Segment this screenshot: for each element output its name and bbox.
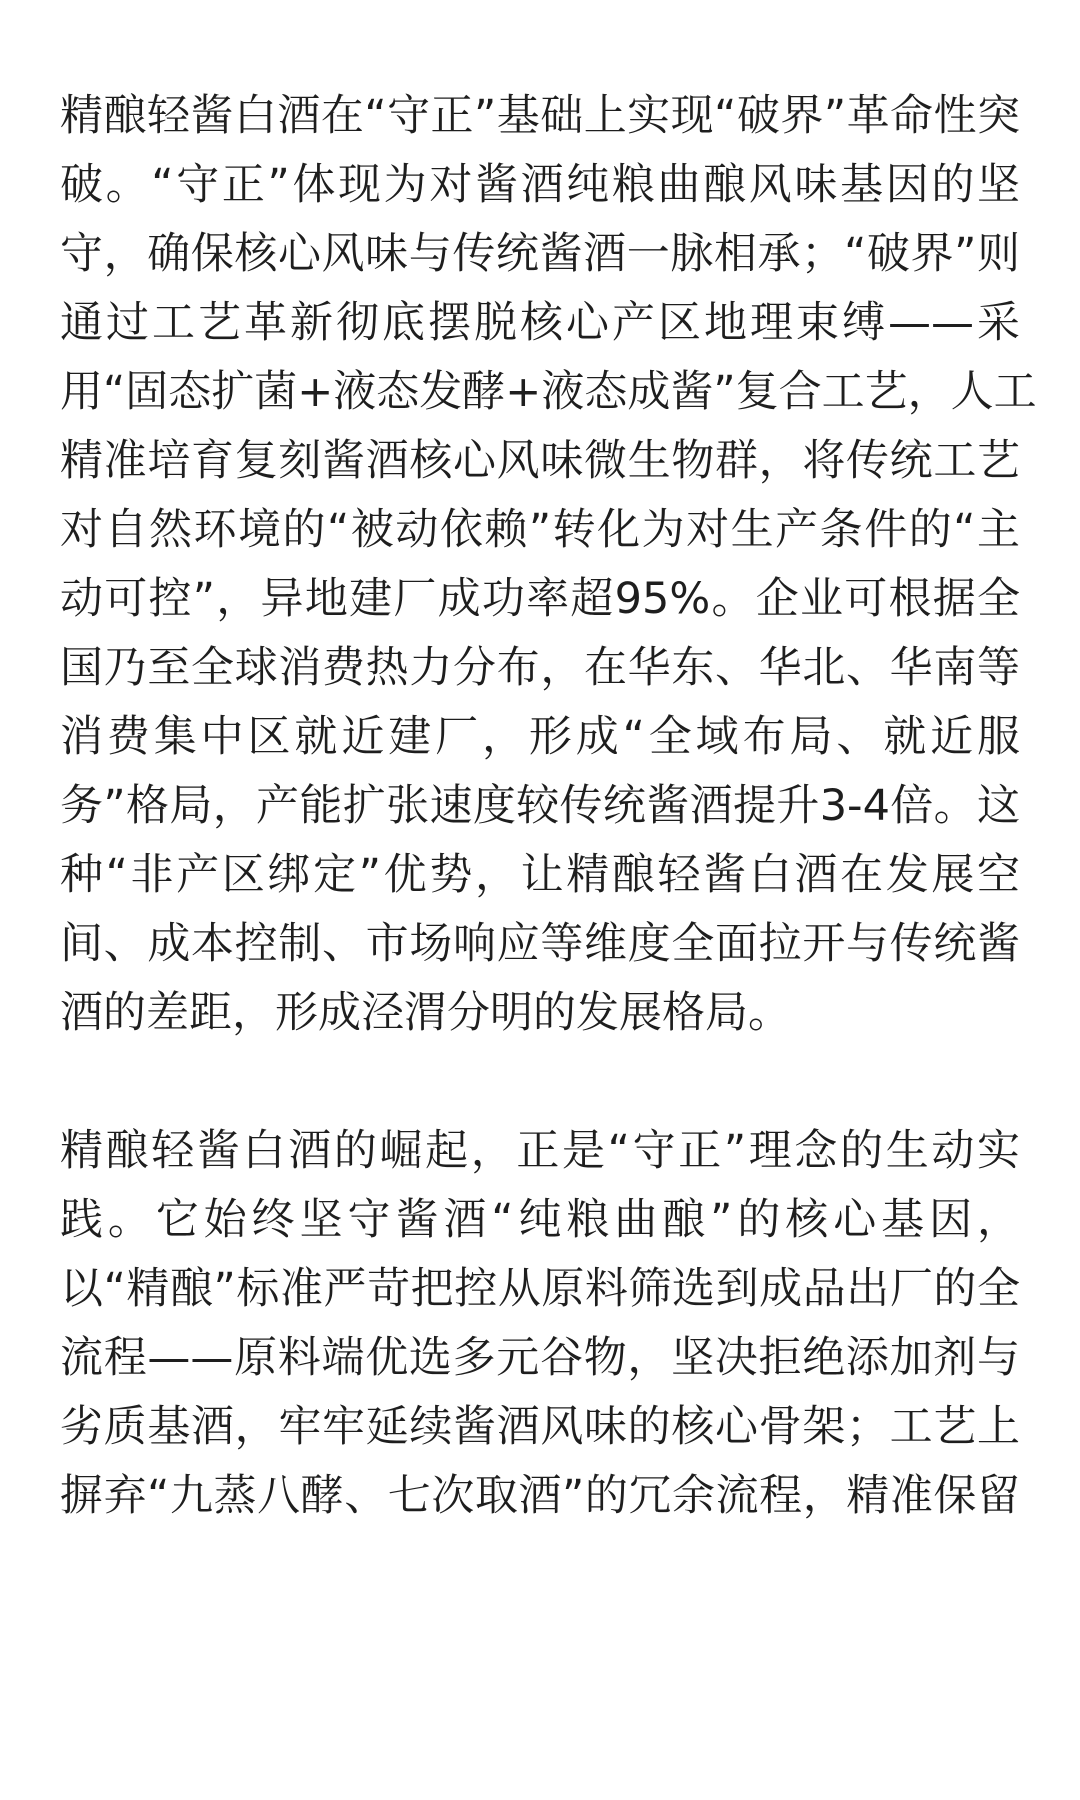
- text-line: 用“固态扩菌+液态发酵+液态成酱”复合工艺，人工: [60, 367, 1037, 417]
- text-line: 务”格局，产能扩张速度较传统酱酒提升3-4倍。这: [60, 781, 1020, 831]
- text-line: 国乃至全球消费热力分布，在华东、华北、华南等: [60, 643, 1020, 693]
- text-line: 精准培育复刻酱酒核心风味微生物群，将传统工艺: [60, 436, 1020, 486]
- text-line: 精酿轻酱白酒在“守正”基础上实现“破界”革命性突: [60, 91, 1020, 141]
- text-line: 酒的差距，形成泾渭分明的发展格局。: [60, 988, 791, 1038]
- article-body: [60, 82, 1037, 1531]
- text-line: 践。它始终坚守酱酒“纯粮曲酿”的核心基因，: [60, 1195, 1020, 1245]
- text-line: 精酿轻酱白酒的崛起，正是“守正”理念的生动实: [60, 1126, 1020, 1176]
- text-line: 对自然环境的“被动依赖”转化为对生产条件的“主: [60, 505, 1020, 555]
- text-line: 以“精酿”标准严苛把控从原料筛选到成品出厂的全: [60, 1264, 1020, 1314]
- text-line: 摒弃“九蒸八酵、七次取酒”的冗余流程，精准保留: [60, 1471, 1020, 1521]
- text-line: 通过工艺革新彻底摆脱核心产区地理束缚——采: [60, 298, 1020, 348]
- text-line: 破。“守正”体现为对酱酒纯粮曲酿风味基因的坚: [60, 160, 1020, 210]
- text-line: 动可控”，异地建厂成功率超95%。企业可根据全: [60, 574, 1020, 624]
- text-line: 劣质基酒，牢牢延续酱酒风味的核心骨架；工艺上: [60, 1402, 1020, 1452]
- text-line: 守，确保核心风味与传统酱酒一脉相承；“破界”则: [60, 229, 1020, 279]
- text-line: 种“非产区绑定”优势，让精酿轻酱白酒在发展空: [60, 850, 1020, 900]
- text-line: 消费集中区就近建厂，形成“全域布局、就近服: [60, 712, 1020, 762]
- text-line: 流程——原料端优选多元谷物，坚决拒绝添加剂与: [60, 1333, 1020, 1383]
- text-line: 间、成本控制、市场响应等维度全面拉开与传统酱: [60, 919, 1020, 969]
- paragraph-2: [60, 1117, 1020, 1531]
- paragraph-1: [60, 82, 1037, 1048]
